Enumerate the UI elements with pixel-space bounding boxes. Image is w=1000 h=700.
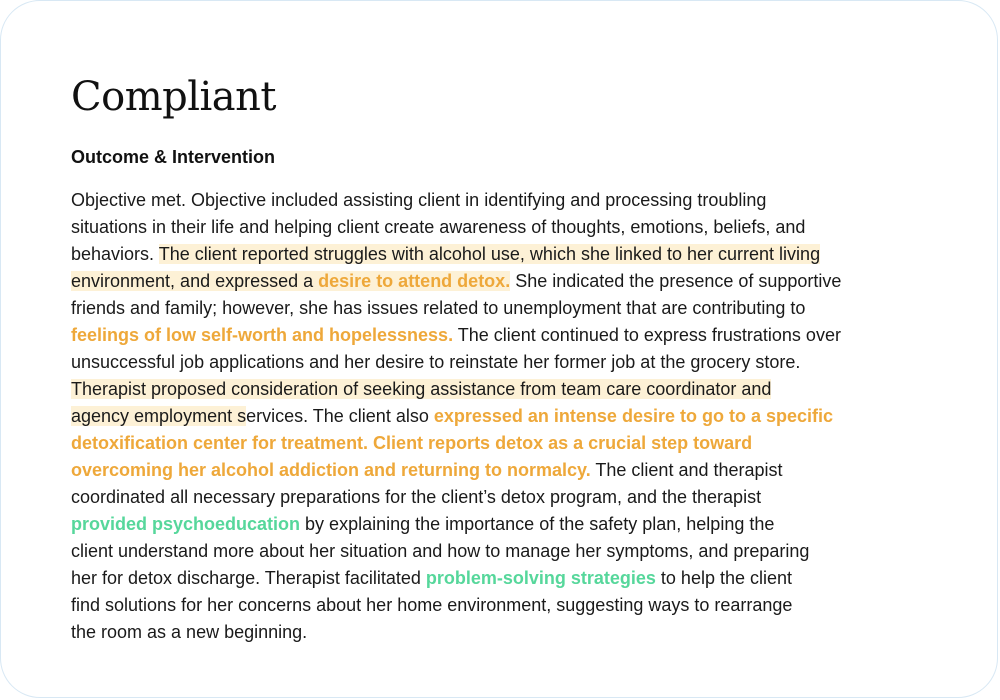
body-text-segment: Objective met. Objective included assisting client in identifying and processing troubling bbox=[71, 190, 767, 210]
body-text-segment: her for detox discharge. Therapist facilitated bbox=[71, 568, 426, 588]
key-finding-text: expressed an intense desire to go to a specific bbox=[433, 406, 833, 426]
body-text-segment: She indicated the presence of supportive bbox=[510, 271, 842, 291]
body-line bbox=[71, 457, 933, 484]
key-finding-text: feelings of low self-worth and hopelessness. bbox=[71, 325, 454, 345]
body-text-segment: situations in their life and helping client create awareness of thoughts, emotions, beliefs, and bbox=[71, 217, 806, 237]
highlighted-text: Therapist proposed consideration of seeking assistance from team care coordinator and bbox=[71, 379, 772, 399]
body-text-segment: coordinated all necessary preparations for the client’s detox program, and the therapist bbox=[71, 487, 762, 507]
key-finding-text: detoxification center for treatment. Client reports detox as a crucial step toward bbox=[71, 433, 753, 453]
body-text-segment: the room as a new beginning. bbox=[71, 622, 308, 642]
body-text-segment: behaviors. bbox=[71, 244, 159, 264]
body-line bbox=[71, 322, 933, 349]
page-title: Compliant bbox=[71, 74, 276, 120]
intervention-text: provided psychoeducation bbox=[71, 514, 301, 534]
body-line bbox=[71, 619, 933, 646]
key-finding-text: desire to attend detox. bbox=[318, 271, 511, 291]
body-text-segment: unsuccessful job applications and her desire to reinstate her former job at the grocery store. bbox=[71, 352, 801, 372]
body-line bbox=[71, 403, 933, 430]
body-text-segment: The client continued to express frustrations over bbox=[453, 325, 841, 345]
body-text-segment: by explaining the importance of the safety plan, helping the bbox=[300, 514, 775, 534]
body-text-segment: ervices. The client also bbox=[246, 406, 434, 426]
body-line bbox=[71, 484, 933, 511]
body-line bbox=[71, 295, 933, 322]
intervention-text: problem-solving strategies bbox=[425, 568, 656, 588]
body-line bbox=[71, 187, 933, 214]
body-line bbox=[71, 565, 933, 592]
body-line bbox=[71, 592, 933, 619]
note-body bbox=[71, 187, 933, 646]
body-text-segment: to help the client bbox=[655, 568, 793, 588]
highlighted-text: The client reported struggles with alcohol use, which she linked to her current living bbox=[158, 244, 821, 264]
body-line bbox=[71, 241, 933, 268]
body-text-segment: friends and family; however, she has issues related to unemployment that are contributing to bbox=[71, 298, 806, 318]
body-line bbox=[71, 538, 933, 565]
body-line bbox=[71, 268, 933, 295]
section-heading: Outcome & Intervention bbox=[71, 147, 276, 167]
body-line bbox=[71, 349, 933, 376]
body-line bbox=[71, 430, 933, 457]
highlighted-text: environment, and expressed a bbox=[71, 271, 319, 291]
highlighted-text: agency employment s bbox=[71, 406, 247, 426]
body-line bbox=[71, 214, 933, 241]
key-finding-text: overcoming her alcohol addiction and returning to normalcy. bbox=[71, 460, 591, 480]
body-text-segment: client understand more about her situation and how to manage her symptoms, and preparing bbox=[71, 541, 810, 561]
body-line bbox=[71, 511, 933, 538]
body-line bbox=[71, 376, 933, 403]
body-text-segment: find solutions for her concerns about her home environment, suggesting ways to rearrange bbox=[71, 595, 793, 615]
body-text-segment: The client and therapist bbox=[590, 460, 783, 480]
